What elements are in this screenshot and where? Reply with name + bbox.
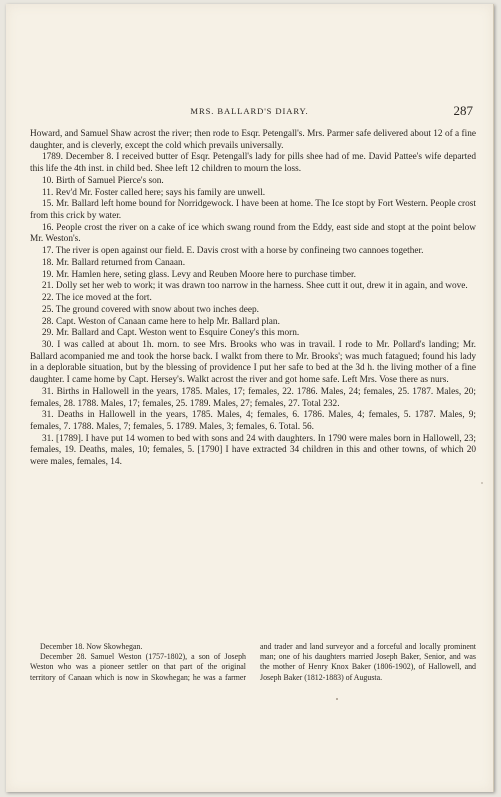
diary-entry: 31. [1789]. I have put 14 women to bed with sons and 24 with daughters. In 1790 were males born in Hallowell, 23; females, 19. Deaths, males, 10; females, 5. [1790] I have extracted 34 children in this and other towns, of which 20 were males, females, 14. bbox=[30, 433, 476, 468]
diary-entry: 21. Dolly set her web to work; it was drawn too narrow in the harness. Shee cutt it out, drew it in again, and wove. bbox=[42, 281, 468, 292]
footnote: December 28. Samuel Weston (1757-1802), a son of Joseph Weston who was a pioneer settler on that part of the original territory of Canaan which is now in Skowhegan; he was a farmer and trader and land surveyor and a forceful and locally prominent man; one of his daughters married Joseph Baker, Senior, and was the mother of Henry Knox Baker (1806-1902), of Hallowell, and Joseph Baker (1812-1883) of Augusta. bbox=[30, 642, 476, 682]
diary-entry: 16. People crost the river on a cake of ice which swang round from the Eddy, east side and stopt at the point below Mr. Weston's. bbox=[30, 222, 476, 245]
footnotes bbox=[30, 642, 476, 683]
diary-entry: 1789. December 8. I received butter of Esqr. Petengall's lady for pills shee had of me. David Pattee's wife departed this life the 4th inst. in child bed. Shee left 12 children to mourn the loss. bbox=[30, 152, 476, 175]
page-number: 287 bbox=[453, 103, 473, 118]
diary-entry: 29. Mr. Ballard and Capt. Weston went to Esquire Coney's this morn. bbox=[42, 328, 300, 339]
diary-paragraph: Howard, and Samuel Shaw acrost the river; then rode to Esqr. Petengall's. Mrs. Parmer safe delivered about 12 of a fine daughter, and is cleverly, except the cold which prevails universally. bbox=[30, 129, 476, 151]
diary-entry: 31. Births in Hallowell in the years, 1785. Males, 17; females, 22. 1786. Males, 24; females, 25. 1787. Males, 20; females, 28. 1788. Males, 17; females, 25. 1789. Males, 27; females, 27. Total 232. bbox=[30, 386, 476, 409]
diary-entry: 11. Rev'd Mr. Foster called here; says his family are unwell. bbox=[42, 187, 266, 198]
footnote: December 18. Now Skowhegan. bbox=[40, 642, 143, 651]
diary-entry: 18. Mr. Ballard returned from Canaan. bbox=[42, 257, 186, 268]
diary-entry: 15. Mr. Ballard left home bound for Norridgewock. I have been at home. The Ice stopt by Fort Western. People crost from this crick by water. bbox=[30, 199, 476, 222]
paper-speck bbox=[336, 698, 338, 700]
diary-entry: 25. The ground covered with snow about two inches deep. bbox=[42, 304, 259, 315]
diary-entry: 22. The ice moved at the fort. bbox=[42, 293, 152, 304]
diary-entry: 17. The river is open against our field. E. Davis crost with a horse by confineing two cannoes together. bbox=[42, 246, 424, 257]
diary-entry: 10. Birth of Samuel Pierce's son. bbox=[42, 175, 164, 186]
running-head: MRS. BALLARD'S DIARY. bbox=[190, 106, 309, 116]
diary-entry: 28. Capt. Weston of Canaan came here to help Mr. Ballard plan. bbox=[42, 316, 280, 327]
diary-entry: 19. Mr. Hamlen here, seting glass. Levy and Reuben Moore here to purchase timber. bbox=[42, 269, 356, 280]
page-header bbox=[26, 103, 473, 122]
book-page bbox=[6, 4, 494, 792]
diary-entry: 30. I was called at about 1h. morn. to see Mrs. Brooks who was in travail. I rode to Mr. Pollard's landing; Mr. Ballard acompanied me and took the horse back. I walkt from there to Mr. Brooks'; was much fatagued; found his lady in a deplorable situation, but by the blessing of providence I put her safe to bed at the 3d h. the living mother of a fine daughter. I came home by Capt. Hersey's. Walkt acrost the river and got home safe. Left Mrs. Vose there as nurs. bbox=[30, 339, 476, 386]
diary-entry: 31. Deaths in Hallowell in the years, 1785. Males, 4; females, 6. 1786. Males, 4; females, 5. 1787. Males, 9; females, 7. 1788. Males, 7; females, 5. 1789. Males, 3; females, 6. Total. 56. bbox=[30, 410, 476, 432]
paper-speck bbox=[481, 482, 483, 484]
diary-text bbox=[30, 129, 476, 469]
